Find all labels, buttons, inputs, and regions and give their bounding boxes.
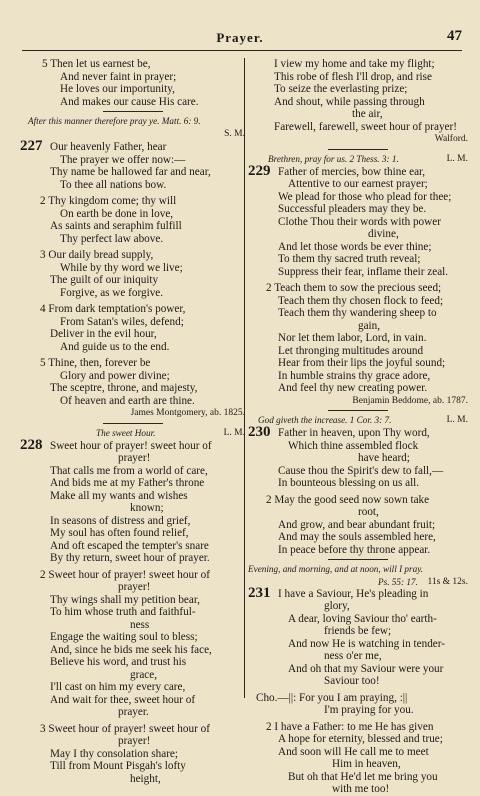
hymn-author: Walford.	[434, 134, 468, 144]
verse-line: prayer.	[118, 706, 149, 718]
verse-line: In seasons of distress and grief,	[50, 514, 191, 527]
verse-line: May I thy consolation share;	[50, 747, 179, 760]
verse-line: divine,	[368, 228, 399, 240]
verse-line: To him whose truth and faithful-	[50, 606, 196, 618]
verse-line: To seize the everlasting prize;	[274, 83, 408, 95]
verse-line: grace,	[130, 668, 158, 681]
verse-line: 2 Teach them to sow the precious seed;	[266, 282, 442, 294]
verse-line: 4 From dark temptation's power,	[40, 303, 186, 315]
verse-line: And shout, while passing through	[274, 95, 425, 108]
verse-line: Teach them thy chosen flock to feed;	[278, 294, 444, 307]
separator	[103, 423, 163, 424]
verse-line: As saints and seraphim fulfill	[50, 220, 182, 232]
verse-line: And soon will He call me to meet	[278, 745, 429, 758]
verse-line: He loves our importunity,	[60, 83, 175, 95]
verse-line: And, since he bids me seek his face,	[50, 643, 212, 656]
verse-line: with me too!	[332, 783, 390, 795]
verse-line: Forgive, as we forgive.	[60, 286, 164, 299]
verse-line: 5 Thine, then, forever be	[40, 357, 151, 369]
hymn-number: 230	[248, 424, 271, 440]
hymn-author: Benjamin Beddome, ab. 1787.	[352, 395, 468, 406]
left-column	[20, 58, 245, 785]
verse-line: But oh that He'd let me bring you	[288, 770, 438, 783]
verse-line: We plead for those who plead for thee;	[278, 190, 452, 203]
verse-line: 3 Sweet hour of prayer! sweet hour of	[40, 722, 210, 735]
verse-line: 2 Sweet hour of prayer! sweet hour of	[40, 568, 210, 581]
separator	[328, 559, 388, 560]
verse-line: Which thine assembled flock	[288, 439, 419, 452]
hymn-heading: After this manner therefore pray ye. Matt. 6: 9.	[28, 116, 201, 126]
hymn-author: James Montgomery, ab. 1825.	[130, 408, 245, 418]
verse-line: And oh that my Saviour were your	[288, 662, 444, 675]
verse-line: 2 May the good seed now sown take	[266, 493, 430, 506]
verse-line: Of heaven and earth are thine.	[60, 394, 195, 407]
hymn-229	[248, 162, 468, 408]
verse-line: ness	[130, 618, 150, 631]
verse-line: Father in heaven, upon Thy word,	[278, 427, 430, 439]
verse-line: And grow, and bear abundant fruit;	[278, 518, 436, 531]
verse-line: known;	[130, 502, 164, 514]
hymn-meter: S. M.	[224, 128, 245, 139]
verse-line: My soul has often found relief,	[50, 527, 189, 539]
verse-line: Thy name be hallowed far and near,	[50, 166, 211, 178]
verse-line: Deliver in the evil hour,	[50, 328, 157, 340]
hymn-heading: The sweet Hour.	[96, 427, 156, 438]
verse-line: Nor let them labor, Lord, in vain.	[278, 332, 427, 344]
verse-line: friends be few;	[324, 625, 392, 637]
separator	[328, 410, 388, 411]
verse-line: Let thronging multitudes around	[278, 344, 424, 357]
page-number: 47	[447, 28, 462, 44]
verse-line: root,	[358, 506, 379, 518]
verse-line: Him in heaven,	[332, 758, 401, 770]
verse-line: Thy wings shall my petition bear,	[50, 593, 200, 606]
verse-line: And now He is watching in tender-	[288, 637, 445, 650]
hymn-230	[248, 426, 468, 556]
verse-line: I'll cast on him my every care,	[50, 681, 186, 693]
hymn-reference: Ps. 55: 17.	[378, 576, 418, 587]
verse-line: prayer!	[118, 581, 151, 593]
verse-line: In humble strains thy grace adore,	[278, 369, 431, 382]
page-header	[0, 30, 480, 52]
verse-line: Father of mercies, bow thine ear,	[278, 165, 426, 178]
hymn-number: 231	[248, 584, 271, 601]
verse-line: ness o'er me,	[324, 650, 382, 662]
verse-line: Farewell, farewell, sweet hour of prayer!	[274, 120, 457, 133]
hymn-228	[20, 436, 245, 786]
verse-line: And let those words be ever thine;	[278, 240, 432, 253]
verse-line: And wait for thee, sweet hour of	[50, 693, 196, 706]
chorus-line: Cho.—||: For you I am praying, :||	[256, 691, 408, 704]
header-rule	[22, 50, 462, 51]
verse	[248, 58, 468, 146]
verse-line: Our heavenly Father, hear	[50, 141, 167, 153]
verse-line: To thee all nations bow.	[60, 178, 167, 191]
verse-line: Clothe Thou their words with power	[278, 215, 441, 228]
verse-line: Thy perfect law above.	[60, 232, 164, 245]
verse-line: And bids me at my Father's throne	[50, 477, 205, 489]
verse-line: Cause thou the Spirit's dew to fall,—	[278, 464, 444, 477]
separator	[103, 111, 163, 112]
hymn-heading: God giveth the increase. 1 Cor. 3: 7.	[258, 415, 392, 425]
verse-line: prayer!	[118, 735, 151, 747]
verse-line: On earth be done in love,	[60, 207, 174, 220]
hymn-heading: Brethren, pray for us. 2 Thess. 3: 1.	[268, 153, 399, 164]
verse-line: Sweet hour of prayer! sweet hour of	[50, 439, 212, 452]
verse-line: From Satan's wiles, defend;	[60, 315, 184, 328]
verse-line: I view my home and take my flight;	[274, 58, 435, 70]
verse-line: 2 I have a Father: to me He has given	[266, 720, 434, 733]
hymn-number: 229	[248, 162, 271, 179]
verse-line: 3 Our daily bread supply,	[40, 249, 154, 261]
verse-line: A hope for eternity, blessed and true;	[278, 733, 443, 745]
right-column	[248, 58, 468, 796]
verse-line: Make all my wants and wishes	[50, 489, 188, 502]
verse-line: And guide us to the end.	[60, 340, 170, 353]
verse-line: height,	[130, 772, 161, 785]
verse-line: This robe of flesh I'll drop, and rise	[274, 70, 432, 83]
verse-line: 2 Thy kingdom come; thy will	[40, 195, 177, 207]
verse-line: To them thy sacred truth reveal;	[278, 253, 421, 265]
verse-line: have heard;	[358, 452, 410, 464]
verse-line: glory,	[324, 600, 350, 612]
verse-line: The guilt of our iniquity	[50, 274, 159, 286]
hymn-meter: L. M.	[446, 153, 468, 164]
verse-line: And oft escaped the tempter's snare	[50, 539, 209, 552]
verse-line: I have a Saviour, He's pleading in	[278, 587, 429, 600]
hymn-number: 227	[20, 138, 43, 154]
hymn-231	[248, 584, 468, 796]
verse-line: And never faint in prayer;	[60, 70, 177, 83]
verse-line: Glory and power divine;	[60, 369, 170, 382]
verse-line: The sceptre, throne, and majesty,	[50, 382, 198, 394]
verse-line: gain,	[358, 319, 381, 332]
hymn-heading: Evening, and morning, and at noon, will I pray.	[248, 564, 424, 574]
verse-line: In peace before thy throne appear.	[278, 543, 431, 556]
verse-line: Suppress their fear, inflame their zeal.	[278, 265, 449, 278]
verse-line: A dear, loving Saviour tho' earth-	[288, 612, 437, 625]
hymn-number: 228	[20, 436, 43, 453]
verse-line: Engage the waiting soul to bless;	[50, 631, 198, 643]
separator	[328, 149, 388, 150]
verse-line: Believe his word, and trust his	[50, 656, 187, 668]
chorus-line: I'm praying for you.	[324, 704, 414, 716]
verse-line: And feel thy new creating power.	[278, 382, 428, 394]
verse-line: In bounteous blessing on us all.	[278, 477, 420, 489]
hymn-meter: L. M.	[223, 427, 245, 438]
verse-line: That calls me from a world of care,	[50, 464, 208, 477]
verse-line: the air,	[352, 108, 383, 120]
hymn-meter: L. M.	[446, 415, 468, 425]
verse-line: Successful pleaders may they be.	[278, 203, 427, 215]
verse-line: Attentive to our earnest prayer;	[288, 178, 428, 190]
verse-line: Hear from their lips the joyful sound;	[278, 357, 446, 369]
verse	[20, 58, 245, 108]
verse-line: And makes our cause His care.	[60, 95, 199, 108]
hymn-meter: 11s & 12s.	[427, 576, 468, 587]
hymn-227	[20, 140, 245, 420]
verse-line: Till from Mount Pisgah's lofty	[50, 760, 186, 772]
verse-line: The prayer we offer now:—	[60, 153, 186, 166]
verse-line: prayer!	[118, 452, 151, 464]
verse-line: Saviour too!	[324, 675, 380, 687]
verse-line: By thy return, sweet hour of prayer.	[50, 552, 210, 564]
verse-line: 5 Then let us earnest be,	[42, 58, 151, 70]
verse-line: While by thy word we live;	[60, 261, 183, 274]
verse-line: Teach them thy wandering sheep to	[278, 307, 437, 319]
verse-line: And may the souls assembled here,	[278, 531, 436, 543]
page-title: Prayer.	[216, 30, 264, 45]
